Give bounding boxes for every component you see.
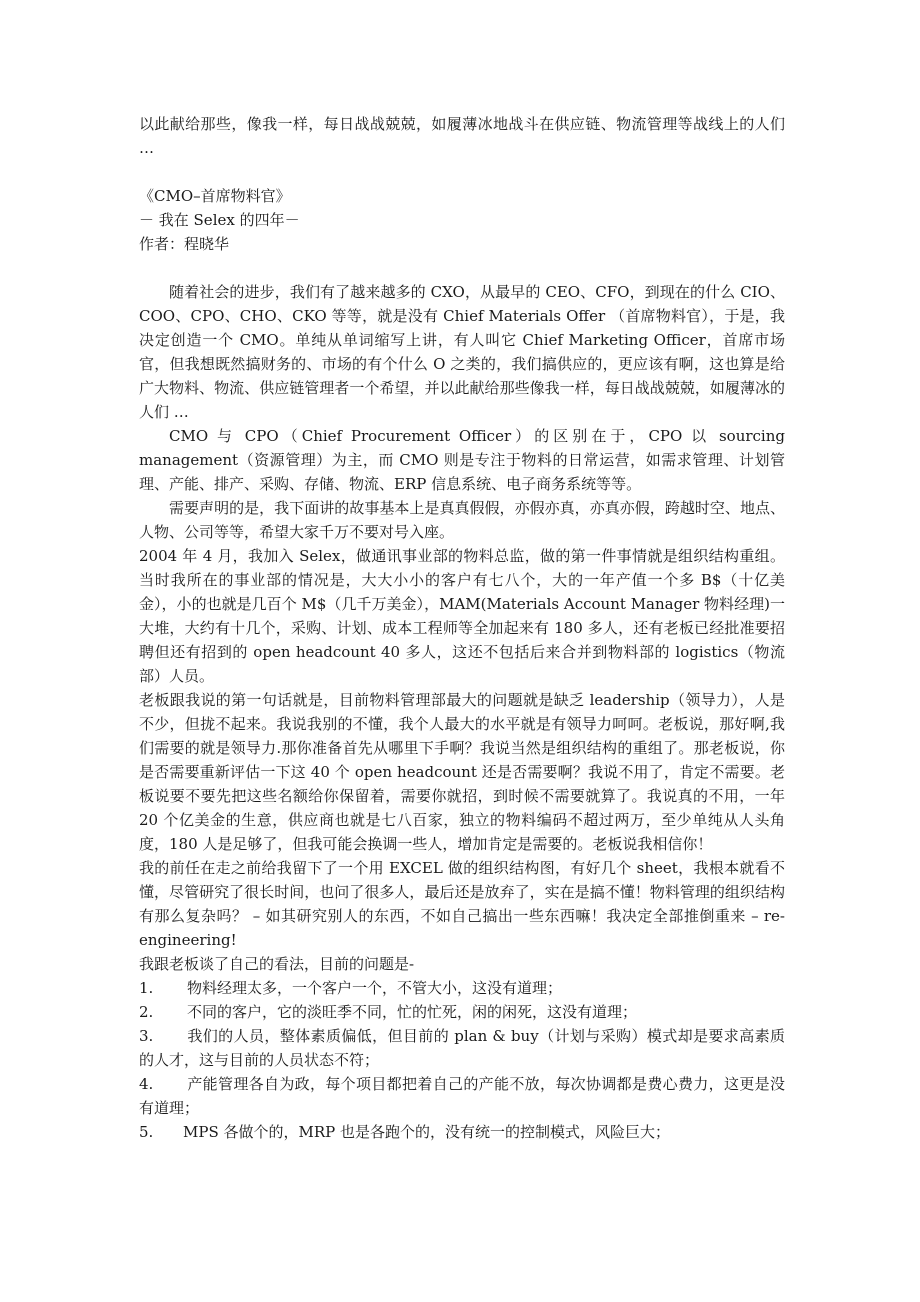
paragraph-6: 我的前任在走之前给我留下了一个用 EXCEL 做的组织结构图，有好几个 sheet，我根本就看不懂，尽管研究了很长时间，也问了很多人，最后还是放弃了，实在是搞不懂！物料管理的组织结构有那么复杂吗？ – 如其研究别人的东西，不如自己搞出一些东西嘛！我决定全部推倒重来 – re-engineering! bbox=[139, 859, 785, 949]
list-text: MPS 各做个的，MRP 也是各跑个的，没有统一的控制模式，风险巨大； bbox=[183, 1123, 671, 1141]
list-number: 2. bbox=[139, 1003, 154, 1021]
list-item bbox=[139, 1072, 785, 1120]
document-subtitle: － 我在 Selex 的四年－ bbox=[139, 211, 300, 229]
document-title: 《CMO–首席物料官》 bbox=[139, 187, 291, 205]
list-number: 1. bbox=[139, 979, 154, 997]
paragraph-5: 老板跟我说的第一句话就是，目前物料管理部最大的问题就是缺乏 leadership（领导力），人是不少，但拢不起来。我说我别的不懂，我个人最大的水平就是有领导力呵呵。老板说，那好啊,我们需要的就是领导力.那你准备首先从哪里下手啊？我说当然是组织结构的重组了。那老板说，你是否需要重新评估一下这 40 个 open headcount 还是否需要啊？我说不用了，肯定不需要。老板说要不要先把这些名额给你保留着，需要你就招，到时候不需要就算了。我说真的不用，一年 20 个亿美金的生意，供应商也就是七八百家，独立的物料编码不超过两万，至少单纯从人头角度，180 人是足够了，但我可能会换调一些人，增加肯定是需要的。老板说我相信你！ bbox=[139, 691, 785, 853]
paragraph-7: 我跟老板谈了自己的看法，目前的问题是- bbox=[139, 955, 415, 973]
list-text: 我们的人员，整体素质偏低，但目前的 plan & buy（计划与采购）模式却是要求高素质的人才，这与目前的人员状态不符； bbox=[139, 1027, 785, 1069]
paragraph-2: CMO 与 CPO（Chief Procurement Officer）的区别在于，CPO 以 sourcing management（资源管理）为主，而 CMO 则是专注于物料的日常运营，如需求管理、计划管理、产能、排产、采购、存储、物流、ERP 信息系统、电子商务系统等等。 bbox=[139, 427, 785, 493]
spacer bbox=[139, 256, 785, 280]
list-item bbox=[139, 1000, 785, 1024]
dedication-text: 以此献给那些，像我一样，每日战战兢兢，如履薄冰地战斗在供应链、物流管理等战线上的人们 … bbox=[139, 115, 785, 157]
list-text: 不同的客户，它的淡旺季不同，忙的忙死，闲的闲死，这没有道理； bbox=[187, 1003, 638, 1021]
list-item bbox=[139, 1120, 785, 1144]
document-page bbox=[139, 112, 785, 1144]
list-text: 物料经理太多，一个客户一个，不管大小，这没有道理； bbox=[187, 979, 563, 997]
paragraph-1: 随着社会的进步，我们有了越来越多的 CXO，从最早的 CEO、CFO，到现在的什么 CIO、COO、CPO、CHO、CKO 等等，就是没有 Chief Materials Offer （首席物料官），于是，我决定创造一个 CMO。单纯从单词缩写上讲，有人叫它 Chief Marketing Officer，首席市场官，但我想既然搞财务的、市场的有个什么 O 之类的，我们搞供应的，更应该有啊，这也算是给广大物料、物流、供应链管理者一个希望，并以此献给那些像我一样，每日战战兢兢，如履薄冰的人们 … bbox=[139, 283, 785, 421]
list-number: 5. bbox=[139, 1123, 154, 1141]
list-item bbox=[139, 976, 785, 1000]
paragraph-3: 需要声明的是，我下面讲的故事基本上是真真假假，亦假亦真，亦真亦假，跨越时空、地点、人物、公司等等，希望大家千万不要对号入座。 bbox=[139, 499, 785, 541]
list-text: 产能管理各自为政，每个项目都把着自己的产能不放，每次协调都是费心费力，这更是没有道理； bbox=[139, 1075, 785, 1117]
paragraph-4: 2004 年 4 月，我加入 Selex，做通讯事业部的物料总监，做的第一件事情就是组织结构重组。当时我所在的事业部的情况是，大大小小的客户有七八个，大的一年产值一个多 B$（十亿美金），小的也就是几百个 M$（几千万美金），MAM(Materials Account Manager 物料经理)一大堆，大约有十几个，采购、计划、成本工程师等全加起来有 180 多人，还有老板已经批准要招聘但还有招到的 open headcount 40 多人，这还不包括后来合并到物料部的 logistics（物流部）人员。 bbox=[139, 547, 785, 685]
author-line: 作者：程晓华 bbox=[139, 235, 230, 253]
problem-list bbox=[139, 976, 785, 1144]
list-item bbox=[139, 1024, 785, 1072]
spacer bbox=[139, 160, 785, 184]
list-number: 4. bbox=[139, 1075, 154, 1093]
list-number: 3. bbox=[139, 1027, 154, 1045]
